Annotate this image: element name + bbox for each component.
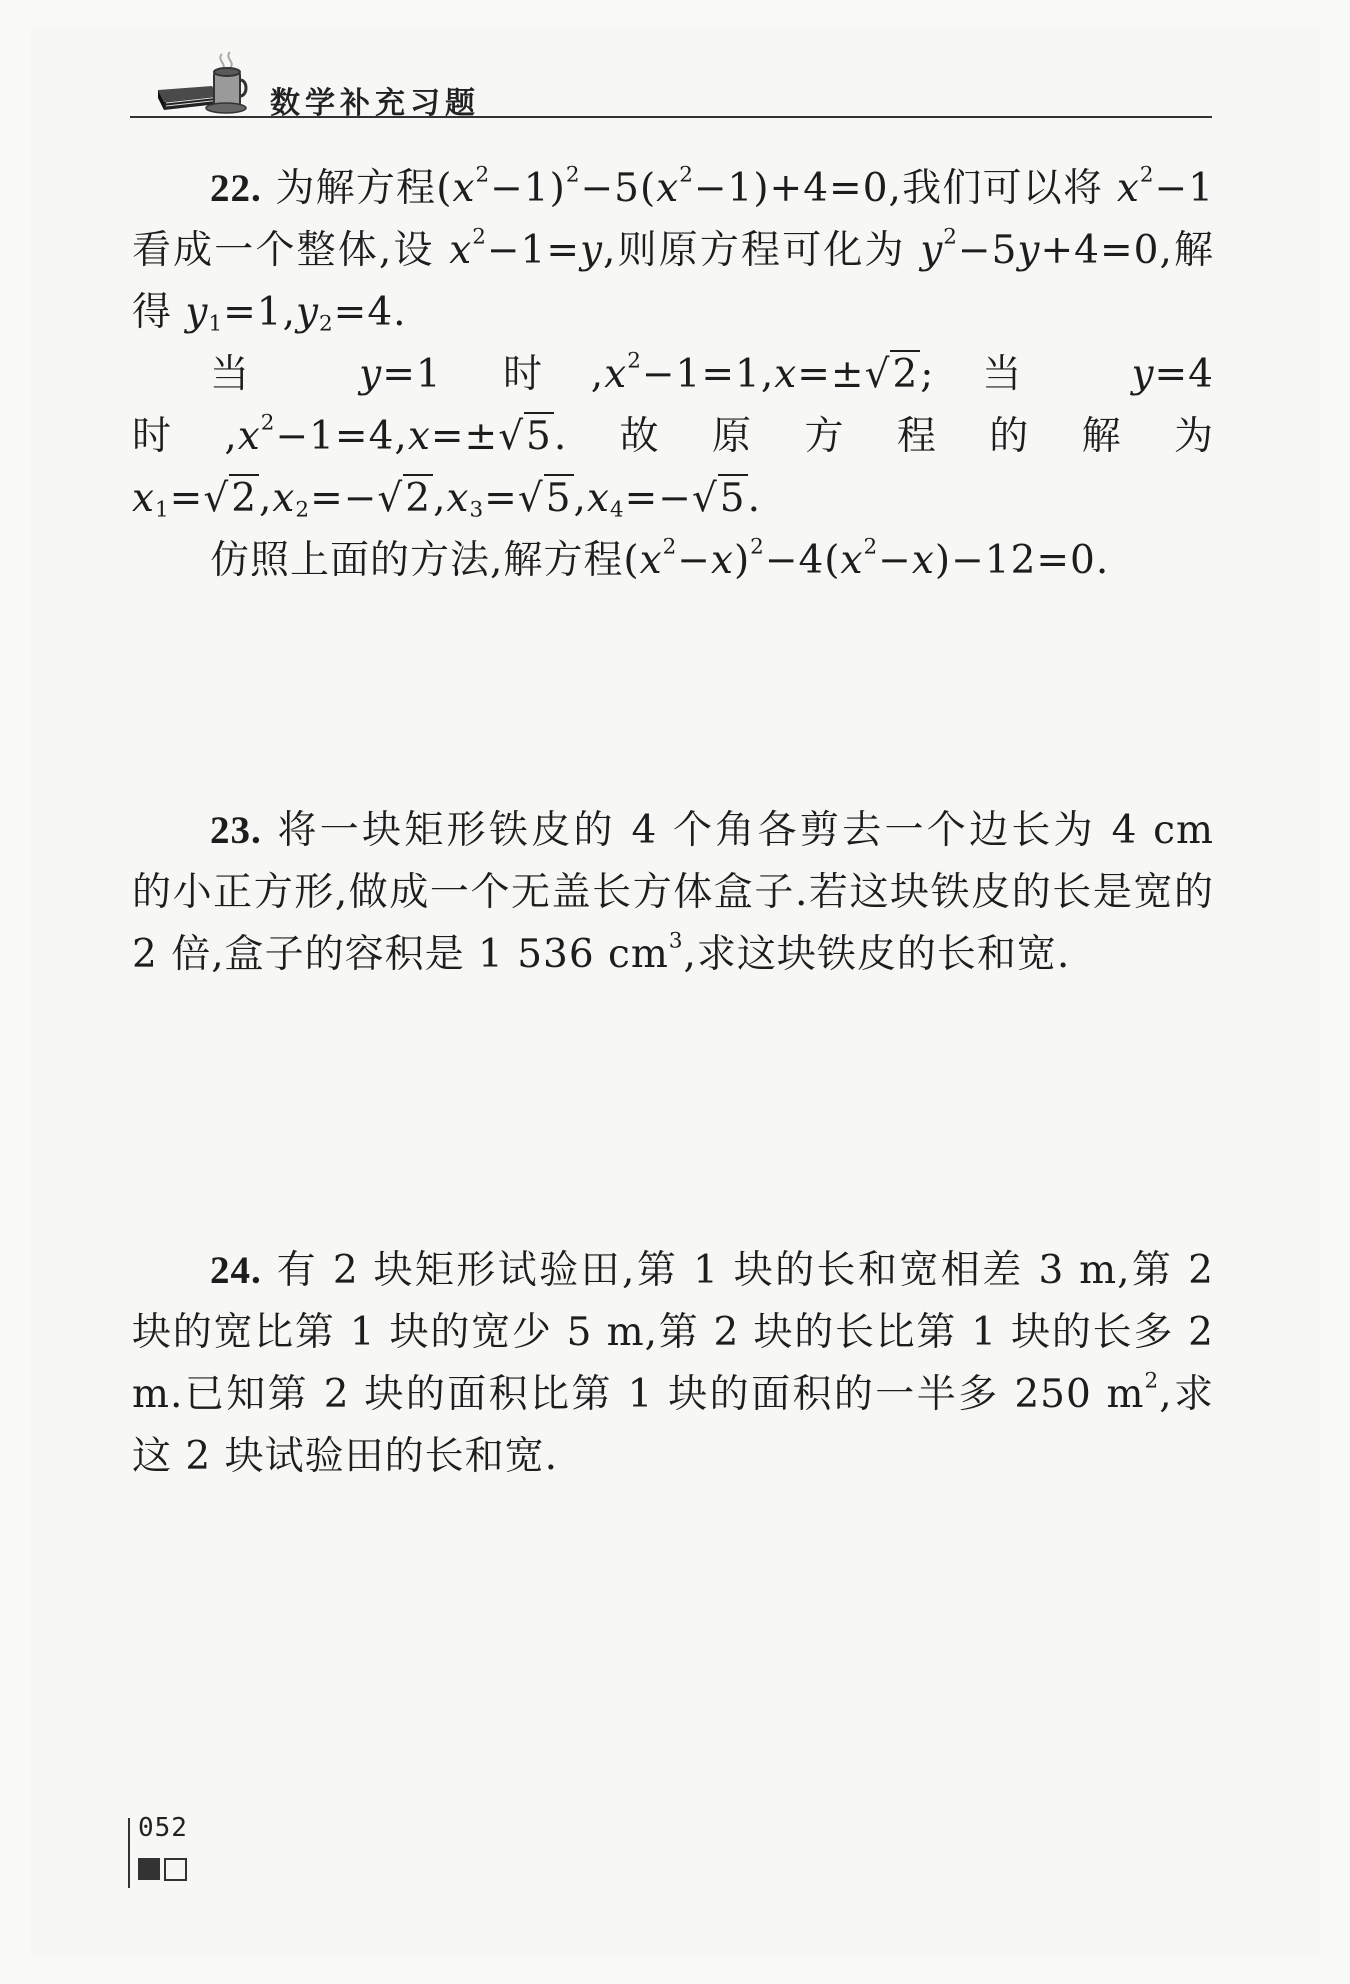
subscript: 2 xyxy=(295,497,311,523)
radical-sign: √ xyxy=(691,476,718,521)
footer-divider xyxy=(128,1818,130,1888)
problem-number: 23. xyxy=(210,809,262,852)
sqrt-5 xyxy=(692,474,748,521)
text: =− xyxy=(624,476,692,521)
exponent: 2 xyxy=(863,534,879,560)
header-title: 数学补充习题 xyxy=(270,86,480,121)
exponent: 2 xyxy=(472,224,487,250)
math-var: x xyxy=(407,414,431,459)
text: 为解方程( xyxy=(275,166,453,211)
math-var: y xyxy=(295,290,320,335)
radicand: 5 xyxy=(526,414,552,459)
problem-23 xyxy=(132,800,1214,986)
text: ) xyxy=(733,538,751,583)
text: )−12=0. xyxy=(934,538,1110,583)
problem-number: 24. xyxy=(210,1249,262,1292)
problem-number: 22. xyxy=(210,167,262,210)
text: ,则原方程可化为 xyxy=(603,228,921,273)
subscript: 4 xyxy=(609,497,625,523)
text: −1= xyxy=(486,228,580,273)
text: 仿照上面的方法,解方程( xyxy=(210,538,640,583)
page-number: 052 xyxy=(138,1813,188,1843)
text: −5 xyxy=(957,228,1018,273)
exponent: 2 xyxy=(1139,162,1155,188)
math-var: y xyxy=(185,290,209,335)
problem-22-intro xyxy=(132,158,1214,344)
radical-sign: √ xyxy=(377,476,404,521)
math-var: y xyxy=(920,228,944,273)
text: −1=4, xyxy=(275,414,408,459)
radical-sign: √ xyxy=(517,476,544,521)
header-divider xyxy=(130,116,1212,118)
text: +4=0,解得 xyxy=(132,228,1215,335)
math-var: x xyxy=(449,228,473,273)
math-var: x xyxy=(1116,166,1140,211)
text: =4. xyxy=(333,290,407,335)
text: = xyxy=(484,476,518,521)
math-var: x xyxy=(656,166,680,211)
problem-24 xyxy=(132,1240,1214,1488)
math-var: x xyxy=(774,352,798,397)
text: 有 2 块矩形试验田,第 1 块的长和宽相差 3 m,第 2 块的宽比第 1 块的宽少 5 m,第 2 块的长比第 1 块的长多 2 m.已知第 2 块的面积比第 1 块的面积的一半多 250 m xyxy=(132,1248,1214,1417)
text: . xyxy=(747,476,762,521)
sqrt-2 xyxy=(203,474,259,521)
math-var: x xyxy=(840,538,864,583)
radicand: 2 xyxy=(405,476,432,521)
book-and-mug-icon xyxy=(152,50,248,120)
text: −1) xyxy=(490,166,566,211)
text: − xyxy=(677,538,711,583)
problem-22 xyxy=(132,158,1214,592)
math-var: x xyxy=(586,476,610,521)
text: −1)+4=0,我们可以将 xyxy=(693,166,1117,211)
problem-23-text xyxy=(132,800,1214,986)
radicand: 5 xyxy=(545,476,572,521)
filled-square-icon xyxy=(138,1858,160,1880)
text: =− xyxy=(310,476,378,521)
text: ,求这 2 块试验田的长和宽. xyxy=(132,1372,1214,1479)
math-var: y xyxy=(359,352,383,397)
exponent: 2 xyxy=(627,348,642,374)
text: −4( xyxy=(764,538,841,583)
math-var: x xyxy=(604,352,628,397)
text: =1 时, xyxy=(382,352,605,397)
text: .故原方程的解为 xyxy=(553,414,1214,459)
empty-square-icon xyxy=(164,1858,187,1881)
math-var: x xyxy=(446,476,470,521)
math-var: x xyxy=(710,538,734,583)
radical-sign: √ xyxy=(203,476,230,521)
exponent: 2 xyxy=(260,410,276,436)
text: = xyxy=(169,476,204,521)
math-var: x xyxy=(272,476,296,521)
exponent: 3 xyxy=(668,928,684,954)
math-var: y xyxy=(1017,228,1041,273)
exponent: 2 xyxy=(943,224,958,250)
sqrt-5 xyxy=(518,474,574,521)
text: , xyxy=(259,476,273,521)
subscript: 1 xyxy=(155,497,170,523)
text: =± xyxy=(797,352,865,397)
exponent: 2 xyxy=(475,162,491,188)
radicand: 5 xyxy=(719,476,746,521)
math-var: x xyxy=(911,538,935,583)
text: 当 xyxy=(210,352,360,397)
radical-sign: √ xyxy=(498,414,525,459)
math-var: x xyxy=(132,476,155,521)
sqrt-2 xyxy=(865,350,921,397)
text: −1 看成一个整体,设 xyxy=(132,166,1215,273)
math-var: x xyxy=(452,166,476,211)
exponent: 2 xyxy=(679,162,694,188)
radicand: 2 xyxy=(892,352,919,397)
text: ,求这块铁皮的长和宽. xyxy=(683,932,1071,977)
exponent: 2 xyxy=(1144,1368,1160,1394)
text: −5( xyxy=(580,166,657,211)
text: =1, xyxy=(223,290,296,335)
text: =4 时, xyxy=(132,352,1214,459)
text: , xyxy=(433,476,447,521)
sqrt-2 xyxy=(377,474,433,521)
text: , xyxy=(573,476,587,521)
text: − xyxy=(878,538,912,583)
problem-24-text xyxy=(132,1240,1214,1488)
subscript: 3 xyxy=(469,497,485,523)
math-var: y xyxy=(1131,352,1155,397)
sqrt-5 xyxy=(498,412,554,459)
math-var: x xyxy=(639,538,663,583)
text: =± xyxy=(430,414,499,459)
subscript: 1 xyxy=(208,311,224,337)
math-var: x xyxy=(237,414,261,459)
exponent: 2 xyxy=(662,534,678,560)
text: ;当 xyxy=(920,352,1132,397)
problem-22-task xyxy=(132,530,1214,592)
subscript: 2 xyxy=(319,311,334,337)
exponent: 2 xyxy=(750,534,765,560)
problem-22-cases xyxy=(132,344,1214,530)
exponent: 2 xyxy=(565,162,581,188)
text: −1=1, xyxy=(641,352,775,397)
page-header xyxy=(130,40,1210,120)
radicand: 2 xyxy=(231,476,258,521)
math-var: y xyxy=(580,228,604,273)
text: 将一块矩形铁皮的 4 个角各剪去一个边长为 4 cm 的小正方形,做成一个无盖长方体盒子.若这块铁皮的长是宽的 2 倍,盒子的容积是 1 536 cm xyxy=(132,808,1214,977)
radical-sign: √ xyxy=(864,352,891,397)
